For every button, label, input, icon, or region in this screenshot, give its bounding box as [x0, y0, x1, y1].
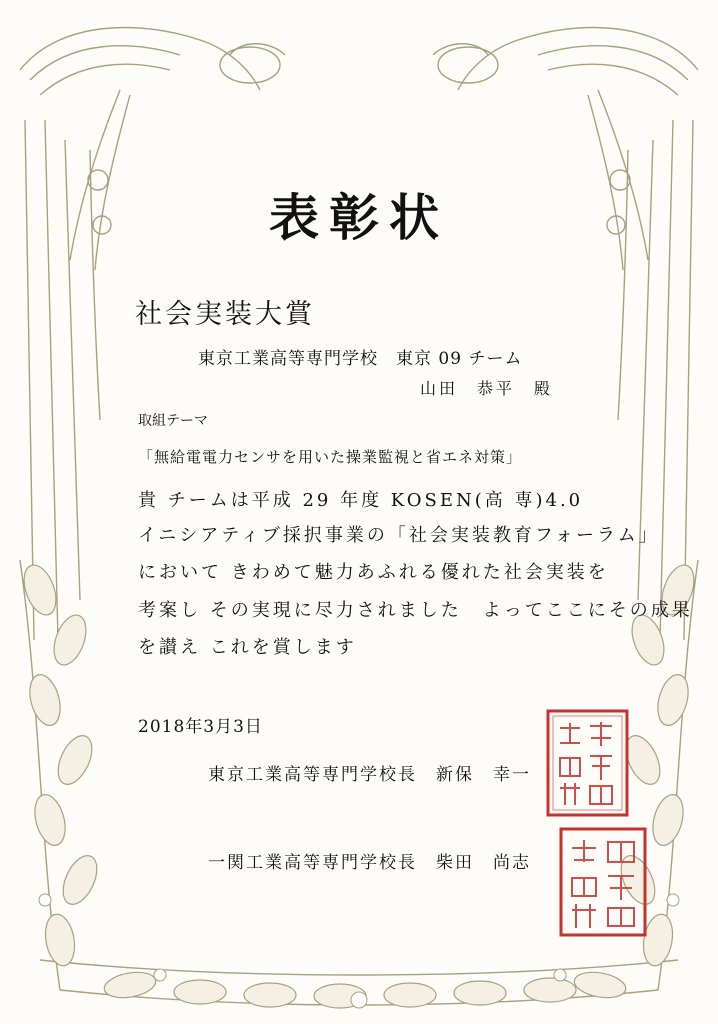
- body-line: 考案し その実現に尽力されました よってここにその成果: [138, 600, 693, 621]
- body-line: を讃え これを賞します: [138, 637, 357, 658]
- body-line: 貴 チームは平成 29 年度 KOSEN(高 専)4.0: [138, 490, 584, 511]
- theme-label: 取組テーマ: [138, 413, 208, 429]
- school-team: 東京工業高等専門学校 東京 09 チーム: [198, 349, 523, 369]
- body-line: において きわめて魅力あふれる優れた社会実装を: [138, 562, 609, 583]
- seal-stamp-ichinoseki: [558, 826, 648, 938]
- certificate-title: 表彰状: [269, 188, 449, 247]
- award-name: 社会実装大賞: [135, 299, 315, 330]
- seal-stamp-tokyo: [545, 708, 630, 818]
- signatory-ichinoseki: 一関工業高等専門学校長 柴田 尚志: [208, 853, 531, 873]
- body-line: イニシアティブ採択事業の「社会実装教育フォーラム」: [138, 525, 660, 546]
- recipient-name: 山田 恭平 殿: [420, 379, 554, 398]
- issue-date: 2018年3月3日: [138, 717, 263, 737]
- theme-text: 「無給電電力センサを用いた操業監視と省エネ対策」: [138, 448, 523, 466]
- signatory-tokyo: 東京工業高等専門学校長 新保 幸一: [208, 765, 531, 785]
